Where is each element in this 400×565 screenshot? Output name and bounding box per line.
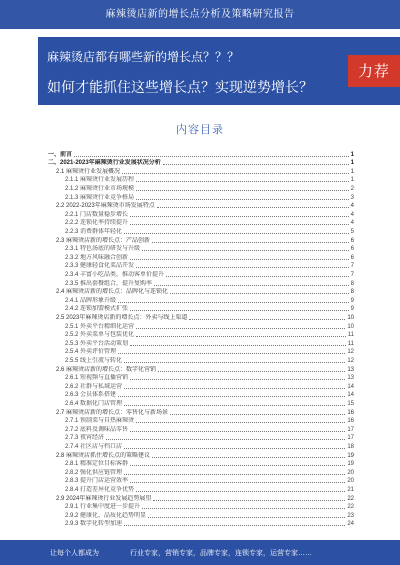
toc-entry-page: 11	[347, 332, 354, 339]
toc-dot-leader	[142, 250, 349, 251]
toc-entry-title: 2.2.2 连锁化率持续提升	[65, 220, 129, 227]
toc-entry[interactable]	[48, 167, 354, 176]
toc-dot-leader	[136, 422, 345, 423]
toc-entry[interactable]	[48, 296, 354, 305]
recommend-badge: 力荐	[348, 55, 400, 87]
toc-entry-page: 4	[350, 203, 354, 210]
toc-dot-leader	[118, 396, 345, 397]
toc-entry-page: 3	[350, 194, 354, 201]
toc-entry-page: 19	[347, 461, 354, 468]
toc-entry[interactable]	[48, 451, 354, 460]
toc-entry[interactable]	[48, 313, 354, 322]
footer-roles: 行业专家，营销专家，品牌专家，连锁专家，运营专家……	[130, 550, 312, 557]
toc-dot-leader	[153, 500, 345, 501]
toc-entry-title: 2.5.1 外卖平台精细化运营	[65, 323, 135, 330]
toc-entry-page: 1	[350, 168, 354, 175]
toc-entry-page: 20	[347, 478, 354, 485]
toc-entry[interactable]	[48, 399, 354, 408]
toc-entry[interactable]	[48, 434, 354, 443]
toc-entry[interactable]	[48, 184, 354, 193]
toc-entry-page: 6	[350, 246, 354, 253]
toc-dot-leader	[136, 199, 349, 200]
toc-entry[interactable]	[48, 382, 354, 391]
toc-entry-title: 2.2.1 门店数量稳步增长	[65, 211, 129, 218]
toc-entry-title: 2.6.2 社群与私域运营	[65, 383, 123, 390]
toc-entry-page: 1	[350, 177, 354, 184]
toc-dot-leader	[142, 508, 345, 509]
toc-list	[48, 150, 354, 530]
toc-entry-title: 2.7.1 预制菜与自热麻辣烫	[65, 418, 135, 425]
toc-entry-title: 2.5.4 外卖评价管理	[65, 349, 117, 356]
toc-dot-leader	[136, 190, 349, 191]
toc-entry-page: 7	[350, 271, 354, 278]
toc-entry-title: 2.1.2 麻辣烫行业市场规模	[65, 185, 135, 192]
toc-entry[interactable]	[48, 511, 354, 520]
toc-entry-page: 8	[350, 280, 354, 287]
toc-entry-title: 2.8 麻辣烫店抓住增长点的策略建议	[56, 452, 151, 459]
toc-entry-title: 2.8.1 精准定位目标客群	[65, 461, 129, 468]
toc-dot-leader	[166, 276, 349, 277]
toc-dot-leader	[136, 267, 349, 268]
toc-entry-page: 14	[347, 392, 354, 399]
toc-dot-leader	[136, 328, 345, 329]
toc-entry-title: 2.7 麻辣烫店新的增长点：零售化与新场景	[56, 409, 169, 416]
banner-question-2: 如何才能抓住这些增长点？实现逆势增长？	[47, 79, 313, 95]
toc-entry[interactable]	[48, 262, 354, 271]
toc-entry[interactable]	[48, 356, 354, 365]
toc-dot-leader	[136, 181, 349, 182]
toc-entry-title: 2.3.4 丰富小吃品类，推动客单价提升	[65, 271, 165, 278]
toc-entry[interactable]	[48, 520, 354, 529]
toc-entry[interactable]	[48, 193, 354, 202]
toc-entry-page: 9	[350, 306, 354, 313]
toc-heading: 内容目录	[176, 124, 224, 136]
toc-entry[interactable]	[48, 219, 354, 228]
toc-entry-page: 1	[350, 151, 354, 158]
toc-entry-title: 2.6.3 会员体系搭建	[65, 392, 117, 399]
toc-entry-page: 7	[350, 263, 354, 270]
toc-dot-leader	[124, 233, 349, 234]
toc-entry-title: 2.8.2 强化供应链管理	[65, 469, 123, 476]
toc-entry-page: 23	[347, 512, 354, 519]
toc-entry[interactable]	[48, 236, 354, 245]
toc-entry-page: 20	[347, 469, 354, 476]
toc-entry-title: 2.9.1 行业集中度进一步提升	[65, 504, 141, 511]
toc-entry[interactable]	[48, 176, 354, 185]
toc-entry[interactable]	[48, 503, 354, 512]
toc-entry-title: 2.4.1 品牌形象升级	[65, 297, 117, 304]
toc-entry-title: 2.8.4 打造差异化竞争优势	[65, 486, 135, 493]
toc-entry-title: 2.3 麻辣烫店新的增长点：产品创新	[56, 237, 151, 244]
toc-entry[interactable]	[48, 305, 354, 314]
toc-dot-leader	[152, 457, 345, 458]
toc-dot-leader	[106, 439, 345, 440]
toc-dot-leader	[124, 525, 345, 526]
toc-entry-page: 15	[347, 400, 354, 407]
toc-entry[interactable]	[48, 460, 354, 469]
toc-entry-title: 2.3.1 特色汤底的研发与升级	[65, 246, 141, 253]
toc-entry[interactable]	[48, 288, 354, 297]
toc-entry-title: 2.6.4 数据化门店管理	[65, 400, 123, 407]
toc-dot-leader	[124, 362, 345, 363]
toc-entry-title: 2.9 2024年麻辣烫行业发展趋势展望	[56, 495, 152, 502]
toc-entry-page: 17	[347, 435, 354, 442]
toc-entry-title: 一、前言	[48, 151, 73, 158]
toc-entry-title: 2.2 2022-2023年麻辣烫市场发展特点	[56, 203, 155, 210]
toc-entry[interactable]	[48, 270, 354, 279]
toc-entry-title: 2.6 麻辣烫店新的增长点：数字化营销	[56, 366, 157, 373]
toc-entry-page: 4	[350, 220, 354, 227]
report-title: 麻辣烫店新的增长点分析及策略研究报告	[105, 9, 295, 20]
toc-entry[interactable]	[48, 159, 354, 168]
toc-entry[interactable]	[48, 408, 354, 417]
toc-entry-page: 6	[350, 237, 354, 244]
toc-entry[interactable]	[48, 150, 354, 159]
footer-slogan: 让每个人都成为	[50, 550, 99, 557]
toc-entry-page: 12	[347, 357, 354, 364]
toc-dot-leader	[136, 491, 345, 492]
toc-entry[interactable]	[48, 331, 354, 340]
page-footer	[0, 540, 400, 565]
toc-dot-leader	[118, 353, 345, 354]
toc-dot-leader	[170, 414, 345, 415]
toc-entry-page: 22	[347, 504, 354, 511]
toc-entry-page: 14	[347, 383, 354, 390]
toc-entry[interactable]	[48, 202, 354, 211]
toc-dot-leader	[130, 259, 349, 260]
toc-dot-leader	[130, 345, 346, 346]
toc-entry-page: 16	[347, 409, 354, 416]
toc-dot-leader	[170, 293, 349, 294]
toc-entry-page: 16	[347, 418, 354, 425]
toc-dot-leader	[130, 482, 345, 483]
toc-entry-page: 18	[347, 443, 354, 450]
toc-entry-page: 9	[350, 297, 354, 304]
toc-entry[interactable]	[48, 477, 354, 486]
toc-dot-leader	[148, 517, 345, 518]
toc-entry-title: 2.8.3 提升门店运营效率	[65, 478, 129, 485]
toc-entry-title: 2.7.3 夜宵经济	[65, 435, 105, 442]
toc-entry-title: 2.1.1 麻辣烫行业发展历程	[65, 177, 135, 184]
toc-entry-title: 2.1 麻辣烫行业发展概况	[56, 168, 121, 175]
toc-entry[interactable]	[48, 253, 354, 262]
toc-dot-leader	[124, 405, 345, 406]
toc-entry-page: 10	[347, 314, 354, 321]
toc-dot-leader	[118, 302, 349, 303]
toc-entry-title: 2.9.2 健康化、品质化趋势明显	[65, 512, 147, 519]
toc-entry[interactable]	[48, 245, 354, 254]
toc-entry-page: 12	[347, 349, 354, 356]
toc-entry-title: 2.5.3 外卖平台活动策划	[65, 340, 129, 347]
toc-dot-leader	[130, 216, 349, 217]
toc-entry-title: 2.4.2 连锁加盟模式扩张	[65, 306, 129, 313]
toc-entry-page: 13	[347, 375, 354, 382]
toc-entry-title: 2.5 2023年麻辣烫店新的增长点：外卖与线上渠道	[56, 314, 188, 321]
toc-dot-leader	[74, 156, 349, 157]
toc-entry[interactable]	[48, 365, 354, 374]
toc-entry-title: 2.6.1 短视频与直播营销	[65, 375, 129, 382]
toc-entry-page: 19	[347, 452, 354, 459]
toc-entry-title: 2.3.5 推出套餐组合，提升复购率	[65, 280, 153, 287]
toc-entry-page: 8	[350, 289, 354, 296]
toc-entry[interactable]	[48, 339, 354, 348]
toc-entry-page: 21	[347, 486, 354, 493]
promo-banner	[38, 37, 400, 105]
toc-entry-title: 2.7.4 社区店与档口店	[65, 443, 123, 450]
toc-dot-leader	[163, 164, 349, 165]
toc-entry[interactable]	[48, 425, 354, 434]
toc-entry-title: 2.3.3 健康轻食化菜品开发	[65, 263, 135, 270]
toc-entry-page: 22	[347, 495, 354, 502]
toc-dot-leader	[130, 224, 349, 225]
toc-entry[interactable]	[48, 442, 354, 451]
toc-entry-title: 2.2.3 消费群体年轻化	[65, 228, 123, 235]
toc-entry-title: 2.9.3 数字化转型加速	[65, 521, 123, 528]
toc-entry-title: 2.7.2 底料及调味品零售	[65, 426, 129, 433]
toc-entry[interactable]	[48, 322, 354, 331]
toc-entry-page: 1	[350, 160, 354, 167]
toc-dot-leader	[189, 319, 345, 320]
toc-entry-title: 2.5.2 外卖菜单与包装优化	[65, 332, 135, 339]
toc-dot-leader	[130, 379, 345, 380]
toc-dot-leader	[157, 207, 349, 208]
toc-dot-leader	[130, 310, 349, 311]
toc-entry-page: 4	[350, 211, 354, 218]
toc-entry-title: 2.4 麻辣烫店新的增长点：品牌化与连锁化	[56, 289, 169, 296]
toc-entry-title: 2.5.5 线上引流与转化	[65, 357, 123, 364]
toc-entry-title: 二、2021-2023年麻辣烫行业发展状况分析	[48, 160, 161, 167]
toc-entry[interactable]	[48, 494, 354, 503]
toc-entry-page: 24	[347, 521, 354, 528]
toc-entry[interactable]	[48, 227, 354, 236]
toc-entry-title: 2.1.3 麻辣烫行业竞争格局	[65, 194, 135, 201]
toc-dot-leader	[158, 371, 345, 372]
toc-dot-leader	[122, 173, 349, 174]
toc-dot-leader	[124, 448, 345, 449]
toc-dot-leader	[130, 431, 345, 432]
toc-entry-page: 11	[347, 340, 354, 347]
toc-dot-leader	[154, 285, 349, 286]
toc-entry[interactable]	[48, 348, 354, 357]
toc-entry-page: 5	[350, 228, 354, 235]
toc-dot-leader	[124, 474, 345, 475]
toc-entry-page: 10	[347, 323, 354, 330]
toc-entry[interactable]	[48, 417, 354, 426]
toc-entry[interactable]	[48, 391, 354, 400]
toc-entry-page: 13	[347, 366, 354, 373]
toc-dot-leader	[130, 465, 345, 466]
toc-entry[interactable]	[48, 210, 354, 219]
toc-dot-leader	[124, 388, 345, 389]
toc-entry[interactable]	[48, 279, 354, 288]
toc-entry[interactable]	[48, 374, 354, 383]
toc-entry-page: 17	[347, 426, 354, 433]
toc-entry-page: 6	[350, 254, 354, 261]
page-header	[0, 0, 400, 29]
toc-entry-page: 2	[350, 185, 354, 192]
toc-dot-leader	[136, 336, 346, 337]
banner-question-1: 麻辣烫店都有哪些新的增长点？？？	[47, 50, 240, 64]
toc-entry-title: 2.3.2 地方风味融合创新	[65, 254, 129, 261]
toc-dot-leader	[152, 242, 349, 243]
toc-entry[interactable]	[48, 468, 354, 477]
toc-entry[interactable]	[48, 485, 354, 494]
